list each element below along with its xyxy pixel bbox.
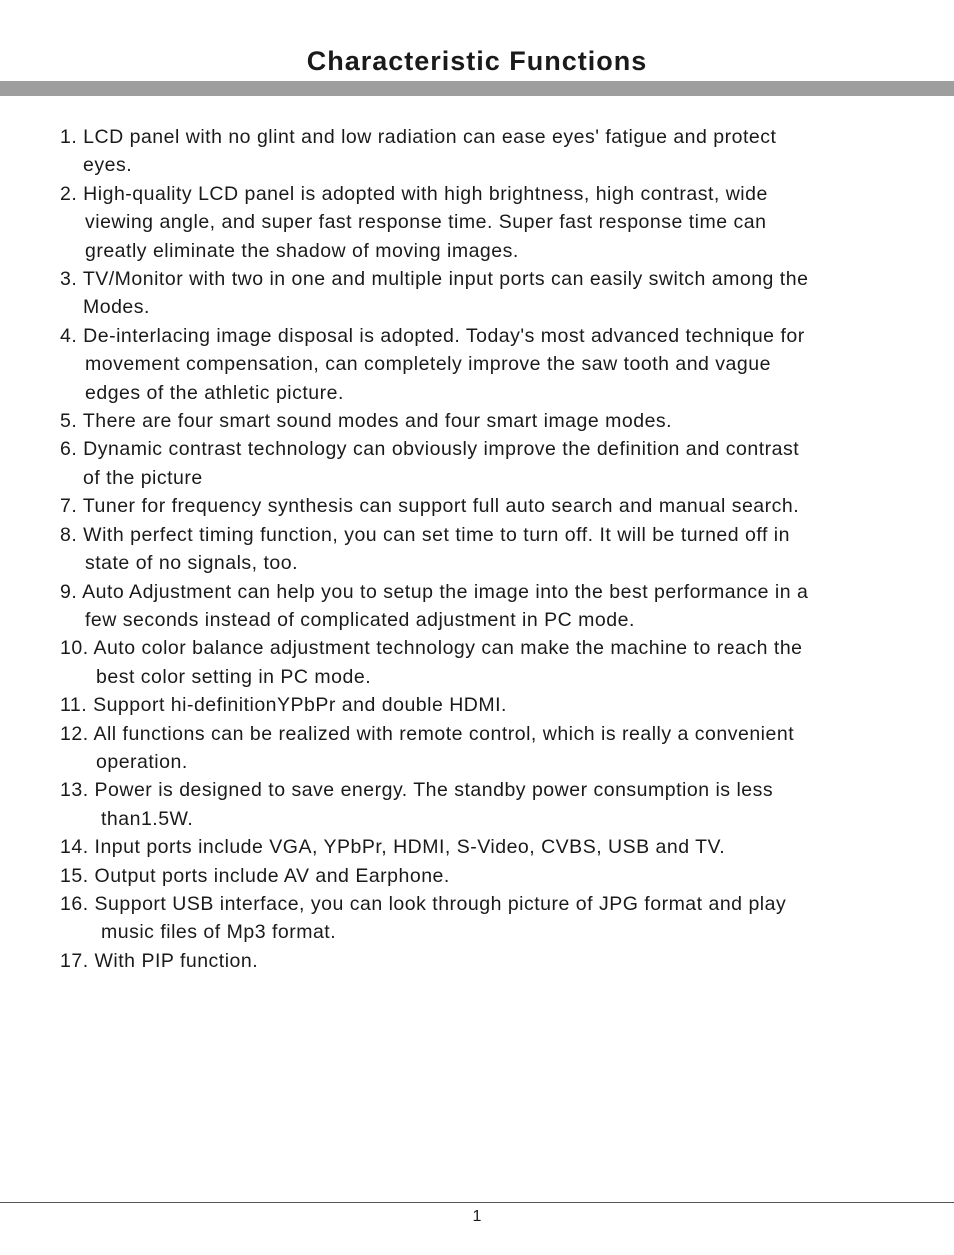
list-item-line: 8. With perfect timing function, you can set time to turn off. It will be turned off in bbox=[60, 523, 790, 546]
list-item-line: of the picture bbox=[83, 466, 203, 489]
list-item-line: few seconds instead of complicated adjustment in PC mode. bbox=[85, 608, 635, 631]
list-item-line: 9. Auto Adjustment can help you to setup the image into the best performance in a bbox=[60, 580, 809, 603]
list-item-line: 16. Support USB interface, you can look through picture of JPG format and play bbox=[60, 892, 787, 915]
title-divider-bar bbox=[0, 81, 954, 96]
list-item bbox=[60, 123, 930, 180]
list-item bbox=[60, 862, 930, 890]
list-item bbox=[60, 776, 930, 833]
list-item bbox=[60, 890, 930, 947]
list-item-line: 5. There are four smart sound modes and four smart image modes. bbox=[60, 410, 673, 433]
list-item-line: state of no signals, too. bbox=[85, 552, 299, 575]
feature-list bbox=[60, 123, 930, 975]
list-item bbox=[60, 407, 930, 435]
list-item-line: 13. Power is designed to save energy. The standby power consumption is less bbox=[60, 779, 774, 802]
list-item-line: 12. All functions can be realized with remote control, which is really a convenient bbox=[60, 722, 795, 745]
list-item-line: 17. With PIP function. bbox=[60, 949, 259, 972]
list-item-line: eyes. bbox=[83, 154, 133, 177]
list-item bbox=[60, 691, 930, 719]
list-item bbox=[60, 578, 930, 635]
list-item-line: 7. Tuner for frequency synthesis can support full auto search and manual search. bbox=[60, 495, 800, 518]
list-item-line: edges of the athletic picture. bbox=[85, 381, 344, 404]
list-item-line: than1.5W. bbox=[101, 807, 194, 830]
list-item bbox=[60, 521, 930, 578]
list-item-line: Modes. bbox=[83, 296, 150, 319]
list-item bbox=[60, 492, 930, 520]
list-item-line: best color setting in PC mode. bbox=[96, 665, 372, 688]
list-item bbox=[60, 435, 930, 492]
list-item-line: 2. High-quality LCD panel is adopted with high brightness, high contrast, wide bbox=[60, 182, 768, 205]
list-item bbox=[60, 180, 930, 265]
list-item-line: viewing angle, and super fast response time. Super fast response time can bbox=[85, 211, 767, 234]
list-item-line: 1. LCD panel with no glint and low radiation can ease eyes' fatigue and protect bbox=[60, 126, 777, 148]
list-item-line: 14. Input ports include VGA, YPbPr, HDMI, S-Video, CVBS, USB and TV. bbox=[60, 836, 726, 859]
list-item-line: music files of Mp3 format. bbox=[101, 921, 337, 944]
list-item bbox=[60, 265, 930, 322]
list-item-line: 4. De-interlacing image disposal is adopted. Today's most advanced technique for bbox=[60, 324, 805, 347]
list-item bbox=[60, 833, 930, 861]
list-item-line: movement compensation, can completely improve the saw tooth and vague bbox=[85, 353, 771, 376]
list-item-line: 6. Dynamic contrast technology can obviously improve the definition and contrast bbox=[60, 438, 800, 461]
page-number: 1 bbox=[472, 1208, 482, 1225]
list-item bbox=[60, 720, 930, 777]
list-item-line: 11. Support hi-definitionYPbPr and double HDMI. bbox=[60, 694, 507, 717]
list-item-line: 3. TV/Monitor with two in one and multiple input ports can easily switch among the bbox=[60, 268, 809, 291]
list-item-line: 10. Auto color balance adjustment technology can make the machine to reach the bbox=[60, 637, 803, 660]
page-title: Characteristic Functions bbox=[306, 46, 648, 76]
list-item bbox=[60, 947, 930, 975]
list-item bbox=[60, 322, 930, 407]
list-item-line: greatly eliminate the shadow of moving images. bbox=[85, 239, 519, 262]
list-item bbox=[60, 634, 930, 691]
list-item-line: operation. bbox=[96, 750, 188, 773]
footer-divider bbox=[0, 1202, 954, 1203]
list-item-line: 15. Output ports include AV and Earphone. bbox=[60, 864, 450, 887]
